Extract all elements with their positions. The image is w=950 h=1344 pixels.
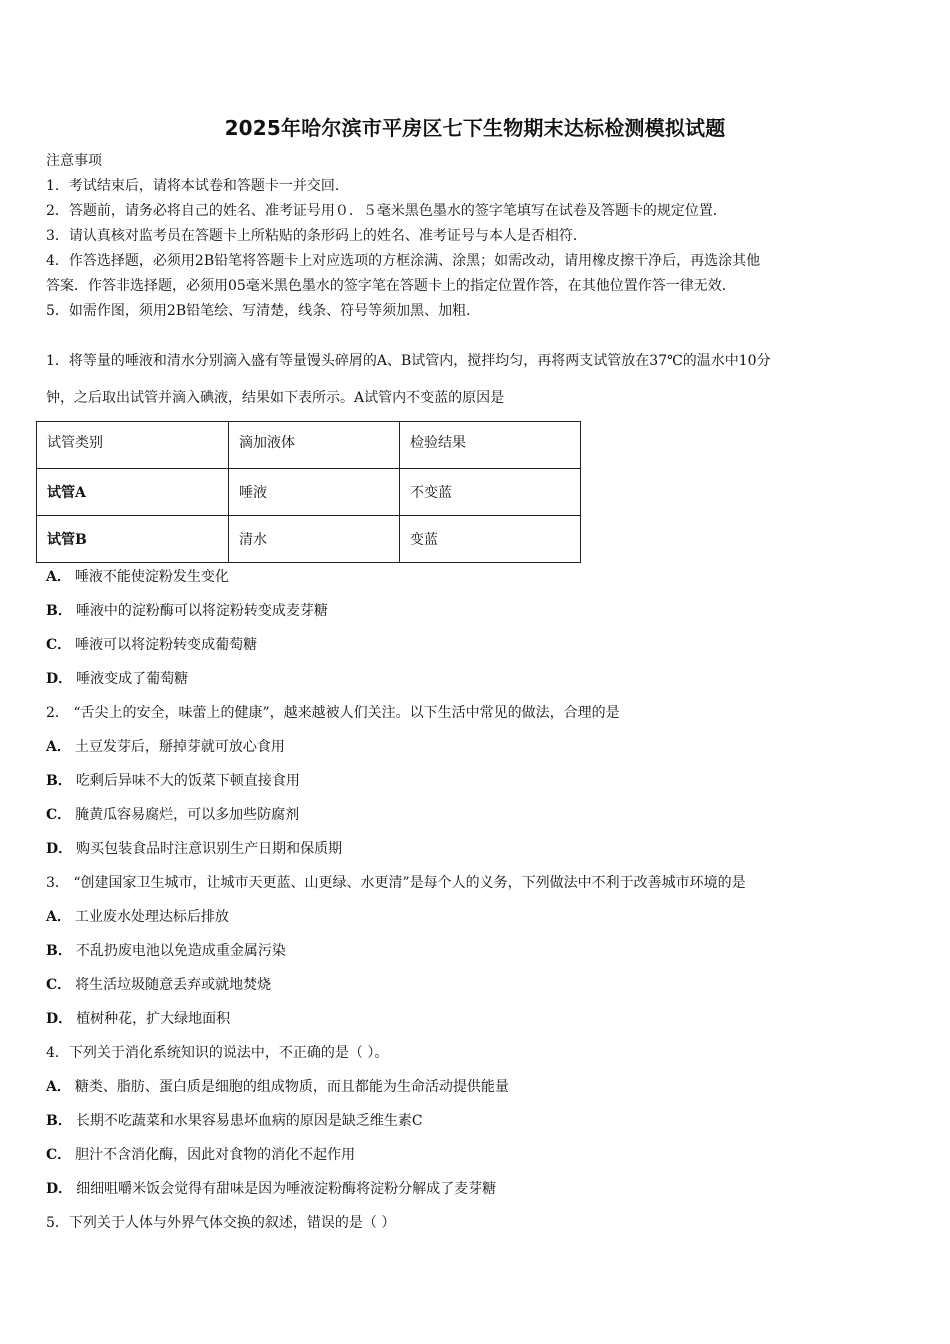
option-text: 唾液中的淀粉酶可以将淀粉转变成麦芽糖 (75, 603, 328, 619)
option-c (46, 635, 257, 655)
option-c (46, 1145, 355, 1165)
question-2-stem: 2． “舌尖上的安全，味蕾上的健康”，越来越被人们关注。以下生活中常见的做法，合理的是 (46, 705, 620, 721)
option-label: C． (46, 637, 72, 653)
table-cell: 唾液 (229, 469, 400, 516)
option-d (46, 669, 188, 689)
option-text: 唾液不能使淀粉发生变化 (74, 569, 229, 585)
option-text: 吃剩后异味不大的饭菜下顿直接食用 (75, 773, 300, 789)
option-label: A． (46, 1079, 71, 1095)
option-text: 唾液变成了葡萄糖 (76, 671, 189, 687)
table-row (37, 469, 581, 516)
page-title: 2025年哈尔滨市平房区七下生物期末达标检测模拟试题 (224, 116, 726, 140)
option-text: 细细咀嚼米饭会觉得有甜味是因为唾液淀粉酶将淀粉分解成了麦芽糖 (76, 1181, 497, 1197)
table-row (37, 516, 581, 563)
option-label: A． (46, 739, 71, 755)
option-a (46, 1077, 509, 1097)
question-5-stem: 5．下列关于人体与外界气体交换的叙述，错误的是（ ） (46, 1215, 396, 1231)
table-cell: 不变蓝 (400, 469, 581, 516)
option-label: D． (46, 1181, 73, 1197)
notice-line: 答案．作答非选择题，必须用05毫米黑色墨水的签字笔在答题卡上的指定位置作答，在其他位置作答一律无效． (46, 278, 736, 294)
notice-line: 3．请认真核对监考员在答题卡上所粘贴的条形码上的姓名、准考证号与本人是否相符． (46, 228, 587, 244)
option-label: B． (46, 1113, 72, 1129)
table-header-row (37, 422, 581, 469)
table-header-cell: 检验结果 (400, 422, 581, 469)
option-text: 胆汁不含消化酶，因此对食物的消化不起作用 (75, 1147, 356, 1163)
option-label: B． (46, 773, 72, 789)
option-d (46, 1179, 496, 1199)
option-label: C． (46, 807, 72, 823)
option-d (46, 839, 342, 859)
option-text: 唾液可以将淀粉转变成葡萄糖 (75, 637, 258, 653)
option-text: 长期不吃蔬菜和水果容易患坏血病的原因是缺乏维生素C (75, 1113, 423, 1129)
option-text: 将生活垃圾随意丢弃或就地焚烧 (75, 977, 272, 993)
option-text: 购买包装食品时注意识别生产日期和保质期 (76, 841, 343, 857)
option-label: D． (46, 671, 73, 687)
question-1-stem: 钟，之后取出试管并滴入碘液，结果如下表所示。A试管内不变蓝的原因是 (46, 390, 505, 406)
option-text: 植树种花，扩大绿地面积 (76, 1011, 231, 1027)
table-cell: 清水 (229, 516, 400, 563)
notice-heading: 注意事项 (46, 153, 102, 169)
option-label: C． (46, 1147, 72, 1163)
option-b (46, 601, 328, 621)
option-text: 腌黄瓜容易腐烂，可以多加些防腐剂 (75, 807, 300, 823)
option-text: 土豆发芽后，掰掉芽就可放心食用 (74, 739, 285, 755)
table-header-cell: 滴加液体 (229, 422, 400, 469)
option-text: 糖类、脂肪、蛋白质是细胞的组成物质，而且都能为生命活动提供能量 (74, 1079, 509, 1095)
notice-line: 4．作答选择题，必须用2B铅笔将答题卡上对应选项的方框涂满、涂黑；如需改动，请用橡皮擦干净后，再选涂其他 (46, 253, 761, 269)
option-a (46, 567, 229, 587)
option-label: B． (46, 603, 72, 619)
notice-line: 5．如需作图，须用2B铅笔绘、写清楚，线条、符号等须加黑、加粗． (46, 303, 481, 319)
option-c (46, 805, 299, 825)
option-b (46, 1111, 423, 1131)
option-b (46, 771, 300, 791)
option-a (46, 737, 285, 757)
notice-line: 2．答题前，请务必将自己的姓名、准考证号用０．５毫米黑色墨水的签字笔填写在试卷及答题卡的规定位置． (46, 203, 727, 219)
option-label: A． (46, 909, 71, 925)
option-label: C． (46, 977, 72, 993)
table-cell: 试管B (37, 516, 229, 563)
option-text: 不乱扔废电池以免造成重金属污染 (75, 943, 286, 959)
table-cell: 变蓝 (400, 516, 581, 563)
option-label: D． (46, 841, 73, 857)
option-d (46, 1009, 230, 1029)
notice-line: 1．考试结束后，请将本试卷和答题卡一并交回． (46, 178, 349, 194)
option-c (46, 975, 271, 995)
question-3-stem: 3． “创建国家卫生城市，让城市天更蓝、山更绿、水更清”是每个人的义务，下列做法中不利于改善城市环境的是 (46, 875, 746, 891)
option-b (46, 941, 286, 961)
option-label: B． (46, 943, 72, 959)
option-text: 工业废水处理达标后排放 (74, 909, 229, 925)
table-cell: 试管A (37, 469, 229, 516)
option-label: D． (46, 1011, 73, 1027)
table-header-cell: 试管类别 (37, 422, 229, 469)
question-1-table (36, 421, 581, 563)
option-label: A． (46, 569, 71, 585)
option-a (46, 907, 229, 927)
question-4-stem: 4．下列关于消化系统知识的说法中，不正确的是（ ）。 (46, 1045, 389, 1061)
question-1-stem: 1．将等量的唾液和清水分别滴入盛有等量馒头碎屑的A、B试管内，搅拌均匀，再将两支试管放在37℃的温水中10分 (46, 353, 771, 369)
